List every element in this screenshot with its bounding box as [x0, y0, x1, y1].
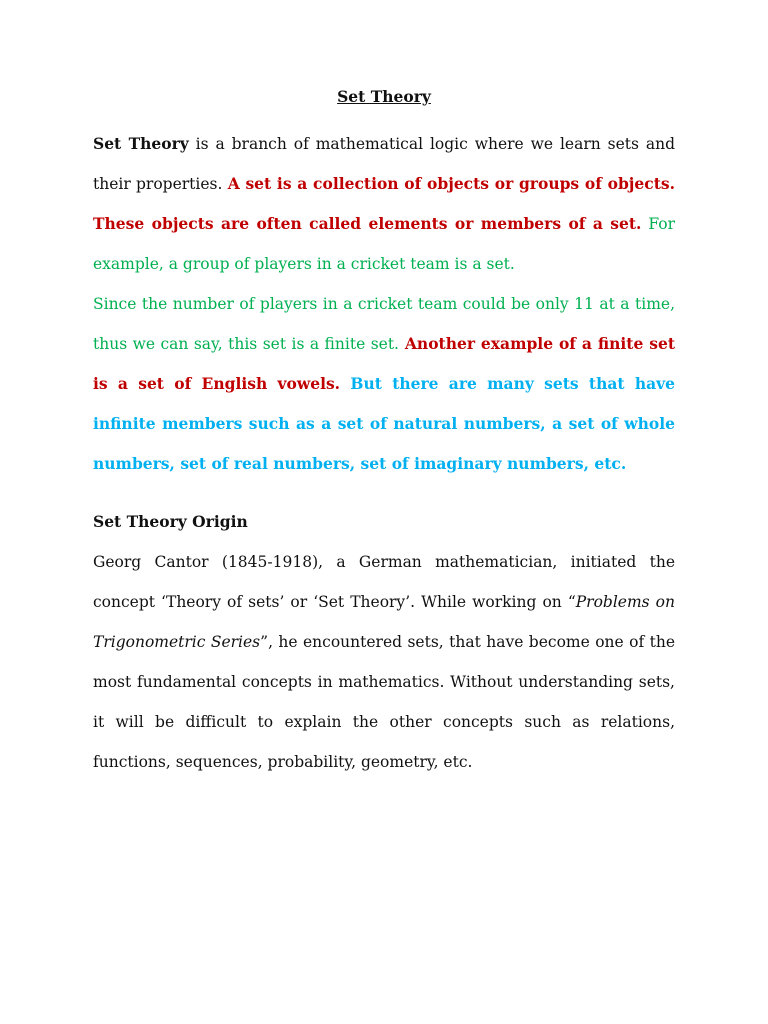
vowels-example: Another example of a finite set is a set of English vowels. [93, 334, 675, 393]
origin-paragraph [93, 542, 675, 782]
set-definition: A set is a collection of objects or groups of objects. These objects are often called elements or members of a set. [93, 174, 675, 233]
origin-heading: Set Theory Origin [93, 512, 248, 531]
finite-set-paragraph [93, 284, 675, 484]
origin-text-part1: Georg Cantor (1845-1918), a German mathematician, initiated the concept ‘Theory of sets’ or ‘Set Theory’. While working on “ [93, 553, 675, 611]
finite-set-explanation: Since the number of players in a cricket team could be only 11 at a time, thus we can say, this set is a finite set. [93, 295, 675, 353]
intro-paragraph [93, 124, 675, 284]
origin-text-part2: ”, he encountered sets, that have become one of the most fundamental concepts in mathematics. Without understanding sets, it will be difficult to explain the other concepts such as relations, functions, sequences, probability, geometry, etc. [93, 633, 675, 771]
document-body [93, 84, 675, 782]
intro-lead-term: Set Theory [93, 134, 189, 153]
intro-lead-text: is a branch of mathematical logic where we learn sets and their properties. [93, 135, 675, 193]
infinite-sets-text: But there are many sets that have infinite members such as a set of natural numbers, a set of whole numbers, set of real numbers, set of imaginary numbers, etc. [93, 374, 675, 473]
cricket-example: For example, a group of players in a cricket team is a set. [93, 215, 675, 273]
page-title: Set Theory [337, 87, 431, 106]
origin-work-title: Problems on Trigonometric Series [93, 593, 675, 651]
